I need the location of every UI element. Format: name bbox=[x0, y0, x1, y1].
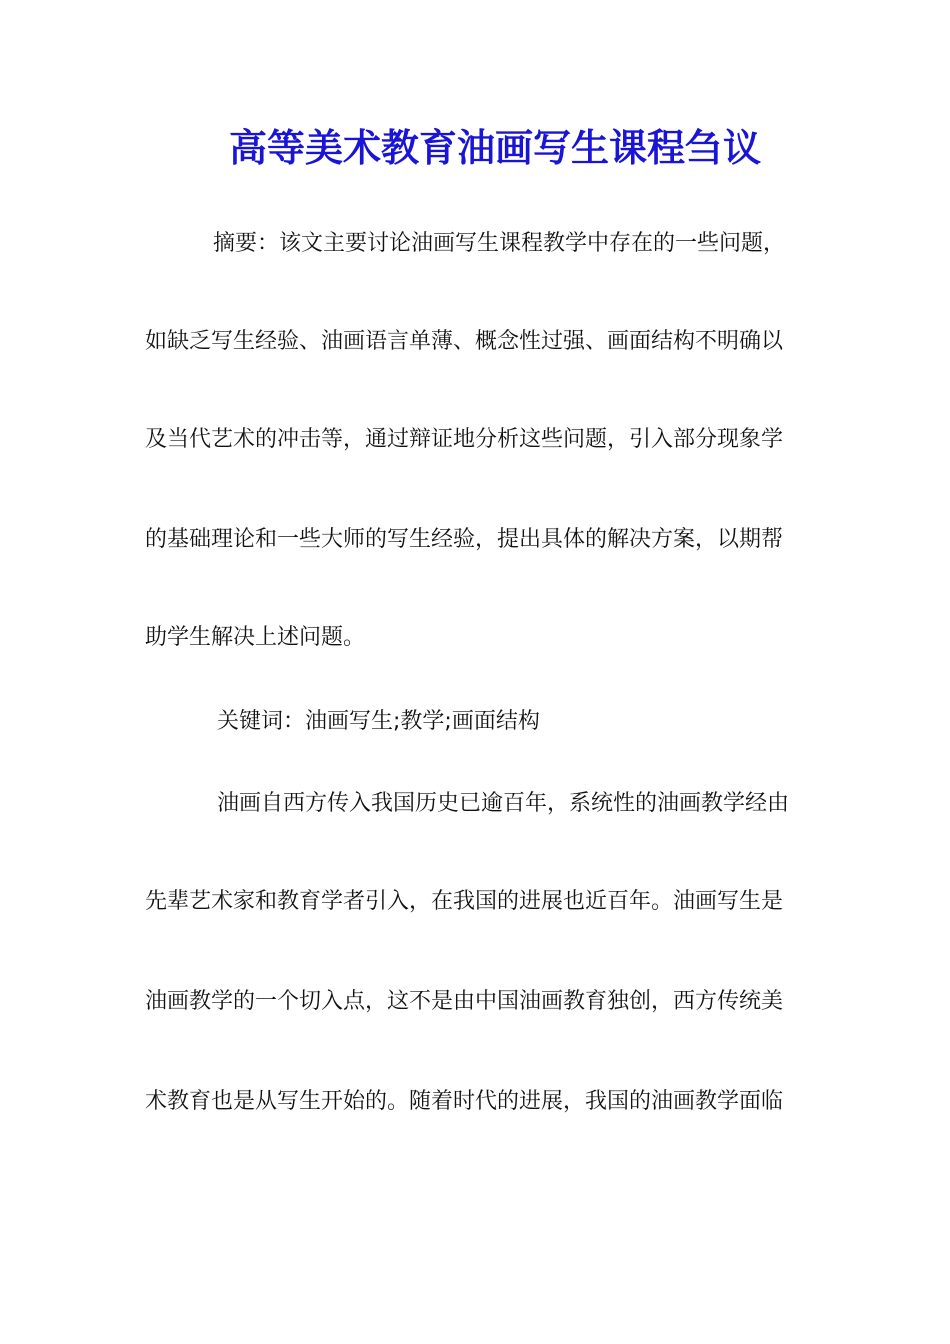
body-line-1: 油画自西方传入我国历史已逾百年，系统性的油画教学经由 bbox=[217, 791, 790, 816]
abstract-line-1: 摘要：该文主要讨论油画写生课程教学中存在的一些问题， bbox=[213, 231, 786, 256]
abstract-line-4: 的基础理论和一些大师的写生经验，提出具体的解决方案，以期帮 bbox=[145, 527, 784, 552]
body-line-2: 先辈艺术家和教育学者引入，在我国的进展也近百年。油画写生是 bbox=[145, 889, 784, 914]
abstract-line-3: 及当代艺术的冲击等，通过辩证地分析这些问题，引入部分现象学 bbox=[145, 427, 784, 452]
body-line-4: 术教育也是从写生开始的。随着时代的进展，我国的油画教学面临 bbox=[145, 1089, 784, 1114]
keywords-line: 关键词：油画写生;教学;画面结构 bbox=[217, 709, 540, 734]
abstract-line-5: 助学生解决上述问题。 bbox=[145, 625, 366, 650]
body-line-3: 油画教学的一个切入点，这不是由中国油画教育独创，西方传统美 bbox=[145, 989, 784, 1014]
abstract-line-2: 如缺乏写生经验、油画语言单薄、概念性过强、画面结构不明确以 bbox=[145, 329, 784, 354]
document-title: 高等美术教育油画写生课程刍议 bbox=[228, 125, 761, 170]
